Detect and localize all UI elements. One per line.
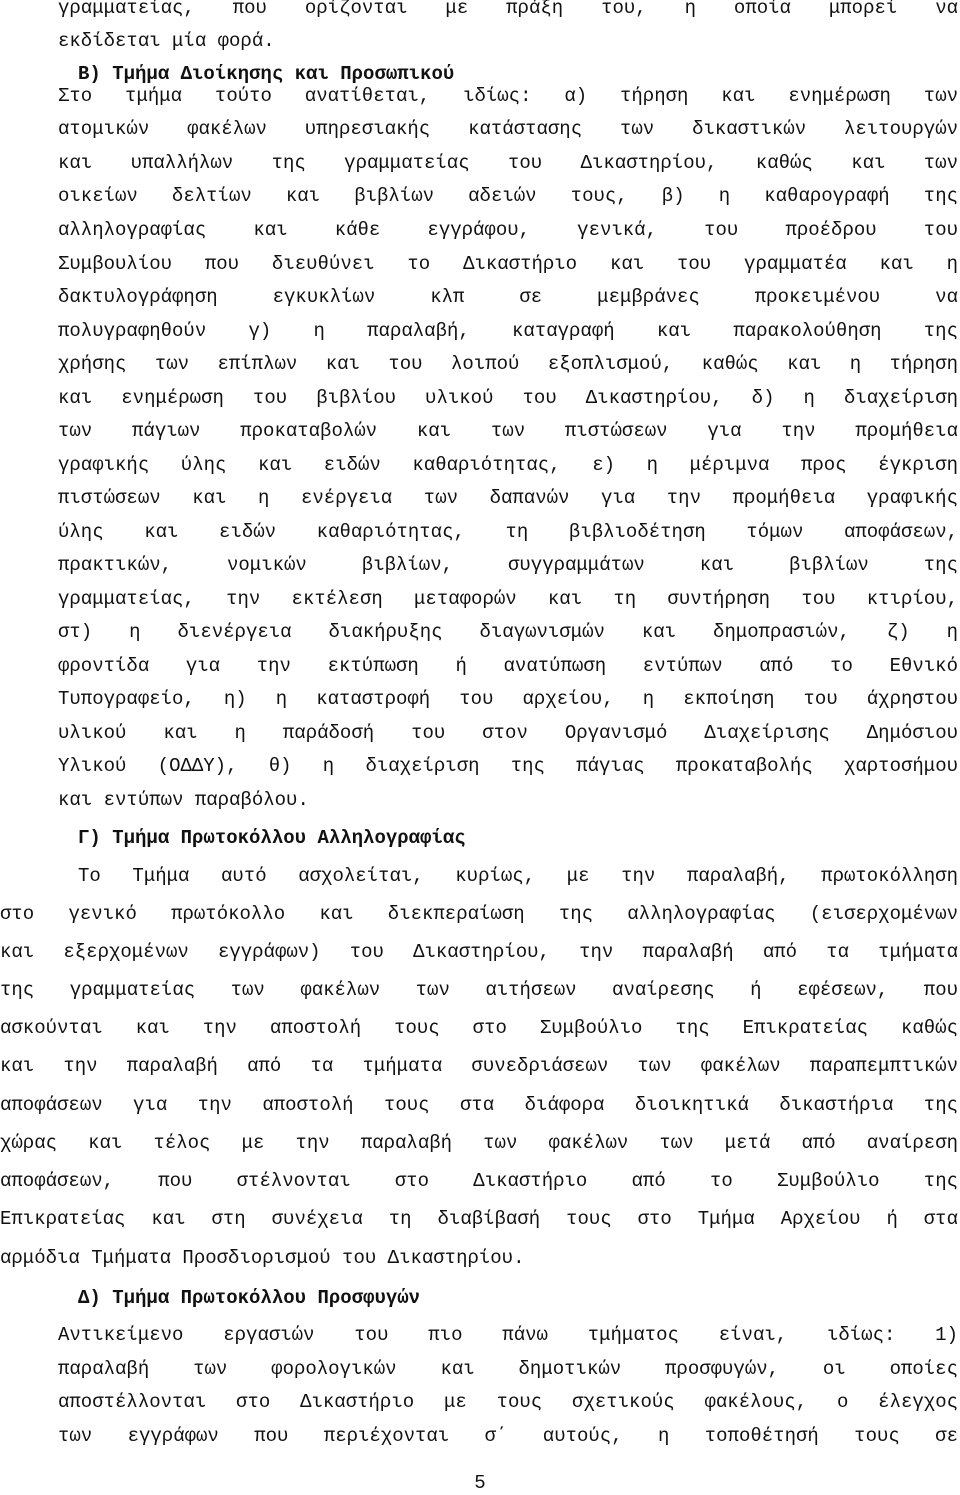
paragraph-line: πολυγραφηθούν γ) η παραλαβή, καταγραφή και παρακολούθηση της (58, 320, 958, 342)
paragraph-line: γραφικής ύλης και ειδών καθαριότητας, ε) η μέριμνα προς έγκριση (58, 454, 958, 476)
paragraph-line: και ενημέρωση του βιβλίου υλικού του Δικαστηρίου, δ) η διαχείριση (58, 387, 958, 409)
paragraph-line: Το Τμήμα αυτό ασχολείται, κυρίως, με την παραλαβή, πρωτοκόλληση (78, 865, 958, 887)
paragraph-line: παραλαβή των φορολογικών και δημοτικών προσφυγών, οι οποίες (58, 1358, 958, 1380)
paragraph-line: Επικρατείας και στη συνέχεια τη διαβίβασή τους στο Τμήμα Αρχείου ή στα (0, 1208, 958, 1230)
paragraph-line: γραμματείας, που ορίζονται με πράξη του, η οποία μπορεί να (58, 0, 958, 19)
paragraph-line: φροντίδα για την εκτύπωση ή ανατύπωση εντύπων από το Εθνικό (58, 655, 958, 677)
paragraph-line: ατομικών φακέλων υπηρεσιακής κατάστασης των δικαστικών λειτουργών (58, 118, 958, 140)
section-heading: Δ) Τμήμα Πρωτοκόλλου Προσφυγών (78, 1287, 421, 1309)
paragraph-line: και την παραλαβή από τα τμήματα συνεδριάσεων των φακέλων παραπεμπτικών (0, 1055, 958, 1077)
paragraph-line: ύλης και ειδών καθαριότητας, τη βιβλιοδέτηση τόμων αποφάσεων, (58, 521, 958, 543)
paragraph-line: αποφάσεων, που στέλνονται στο Δικαστήριο από το Συμβούλιο της (0, 1170, 958, 1192)
section-heading: Γ) Τμήμα Πρωτοκόλλου Αλληλογραφίας (78, 827, 466, 849)
paragraph-line: εκδίδεται μία φορά. (58, 30, 275, 52)
paragraph-line: πρακτικών, νομικών βιβλίων, συγγραμμάτων και βιβλίων της (58, 554, 958, 576)
paragraph-line: αποστέλλονται στο Δικαστήριο με τους σχετικούς φακέλους, ο έλεγχος (58, 1391, 958, 1413)
paragraph-line: ασκούνται και την αποστολή τους στο Συμβούλιο της Επικρατείας καθώς (0, 1017, 958, 1039)
paragraph-line: αλληλογραφίας και κάθε εγγράφου, γενικά, του προέδρου του (58, 219, 958, 241)
paragraph-line: πιστώσεων και η ενέργεια των δαπανών για την προμήθεια γραφικής (58, 487, 958, 509)
paragraph-line: χώρας και τέλος με την παραλαβή των φακέλων των μετά από αναίρεση (0, 1132, 958, 1154)
paragraph-line: αποφάσεων για την αποστολή τους στα διάφορα διοικητικά δικαστήρια της (0, 1094, 958, 1116)
paragraph-line: της γραμματείας των φακέλων των αιτήσεων αναίρεσης ή εφέσεων, που (0, 979, 958, 1001)
paragraph-line: των εγγράφων που περιέχονται σ΄ αυτούς, η τοποθέτησή τους σε (58, 1425, 958, 1447)
paragraph-line: Τυπογραφείο, η) η καταστροφή του αρχείου, η εκποίηση του άχρηστου (58, 688, 958, 710)
paragraph-line: και εντύπων παραβόλου. (58, 789, 309, 811)
paragraph-line: οικείων δελτίων και βιβλίων αδειών τους, β) η καθαρογραφή της (58, 185, 958, 207)
paragraph-line: και εξερχομένων εγγράφων) του Δικαστηρίου, την παραλαβή από τα τμήματα (0, 941, 958, 963)
paragraph-line: χρήσης των επίπλων και του λοιπού εξοπλισμού, καθώς και η τήρηση (58, 353, 958, 375)
paragraph-line: στο γενικό πρωτόκολλο και διεκπεραίωση της αλληλογραφίας (εισερχομένων (0, 903, 958, 925)
paragraph-line: αρμόδια Τμήματα Προσδιορισμού του Δικαστηρίου. (0, 1247, 525, 1269)
paragraph-line: των πάγιων προκαταβολών και των πιστώσεων για την προμήθεια (58, 420, 958, 442)
paragraph-line: Στο τμήμα τούτο ανατίθεται, ιδίως: α) τήρηση και ενημέρωση των (58, 85, 958, 107)
section-heading: Β) Τμήμα Διοίκησης και Προσωπικού (78, 63, 455, 85)
paragraph-line: Αντικείμενο εργασιών του πιο πάνω τμήματος είναι, ιδίως: 1) (58, 1324, 958, 1346)
paragraph-line: δακτυλογράφηση εγκυκλίων κλπ σε μεμβράνες προκειμένου να (58, 286, 958, 308)
paragraph-line: υλικού και η παράδοσή του στον Οργανισμό Διαχείρισης Δημόσιου (58, 722, 958, 744)
paragraph-line: γραμματείας, την εκτέλεση μεταφορών και τη συντήρηση του κτιρίου, (58, 588, 958, 610)
paragraph-line: και υπαλλήλων της γραμματείας του Δικαστηρίου, καθώς και των (58, 152, 958, 174)
paragraph-line: Υλικού (ΟΔΔΥ), θ) η διαχείριση της πάγιας προκαταβολής χαρτοσήμου (58, 755, 958, 777)
paragraph-line: Συμβουλίου που διευθύνει το Δικαστήριο και του γραμματέα και η (58, 253, 958, 275)
page-number: 5 (474, 1472, 486, 1494)
paragraph-line: στ) η διενέργεια διακήρυξης διαγωνισμών και δημοπρασιών, ζ) η (58, 621, 958, 643)
